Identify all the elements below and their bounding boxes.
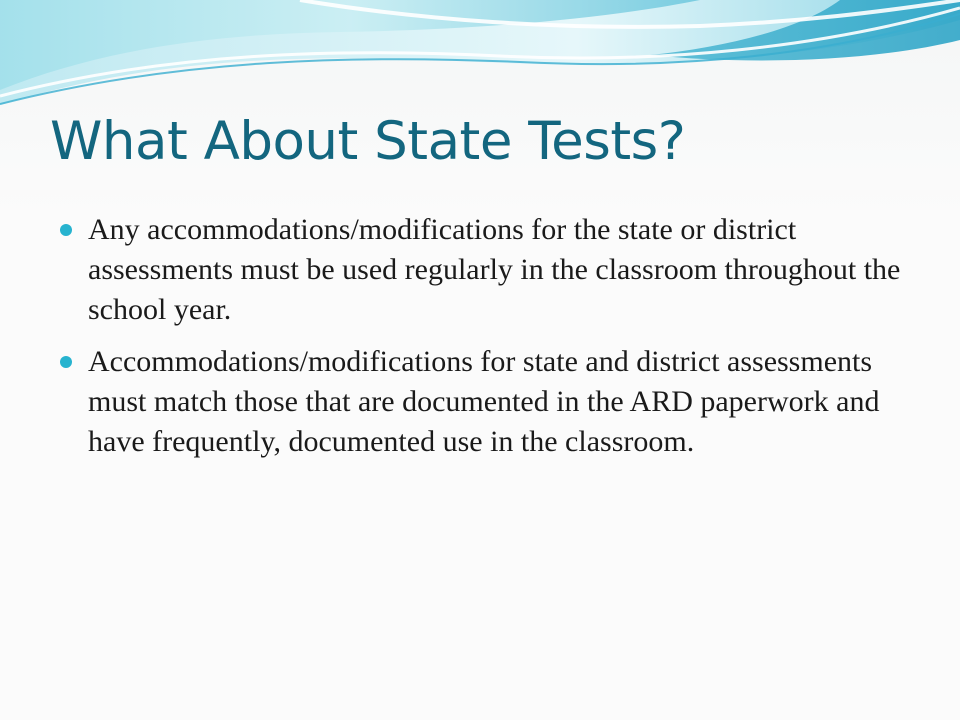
bullet-marker-icon: [60, 224, 72, 236]
bullet-marker-icon: [60, 356, 72, 368]
bullet-list: [60, 210, 920, 474]
bullet-item: [60, 210, 920, 330]
header-wave-decoration: [0, 0, 960, 120]
bullet-text: Accommodations/modifications for state and district assessments must match those that are documented in the ARD paperwork and have frequently, documented use in the classroom.: [88, 345, 880, 458]
bullet-text: Any accommodations/modifications for the state or district assessments must be used regularly in the classroom throughout the school year.: [88, 213, 901, 326]
bullet-item: [60, 342, 920, 462]
slide-title: What About State Tests?: [50, 111, 686, 172]
